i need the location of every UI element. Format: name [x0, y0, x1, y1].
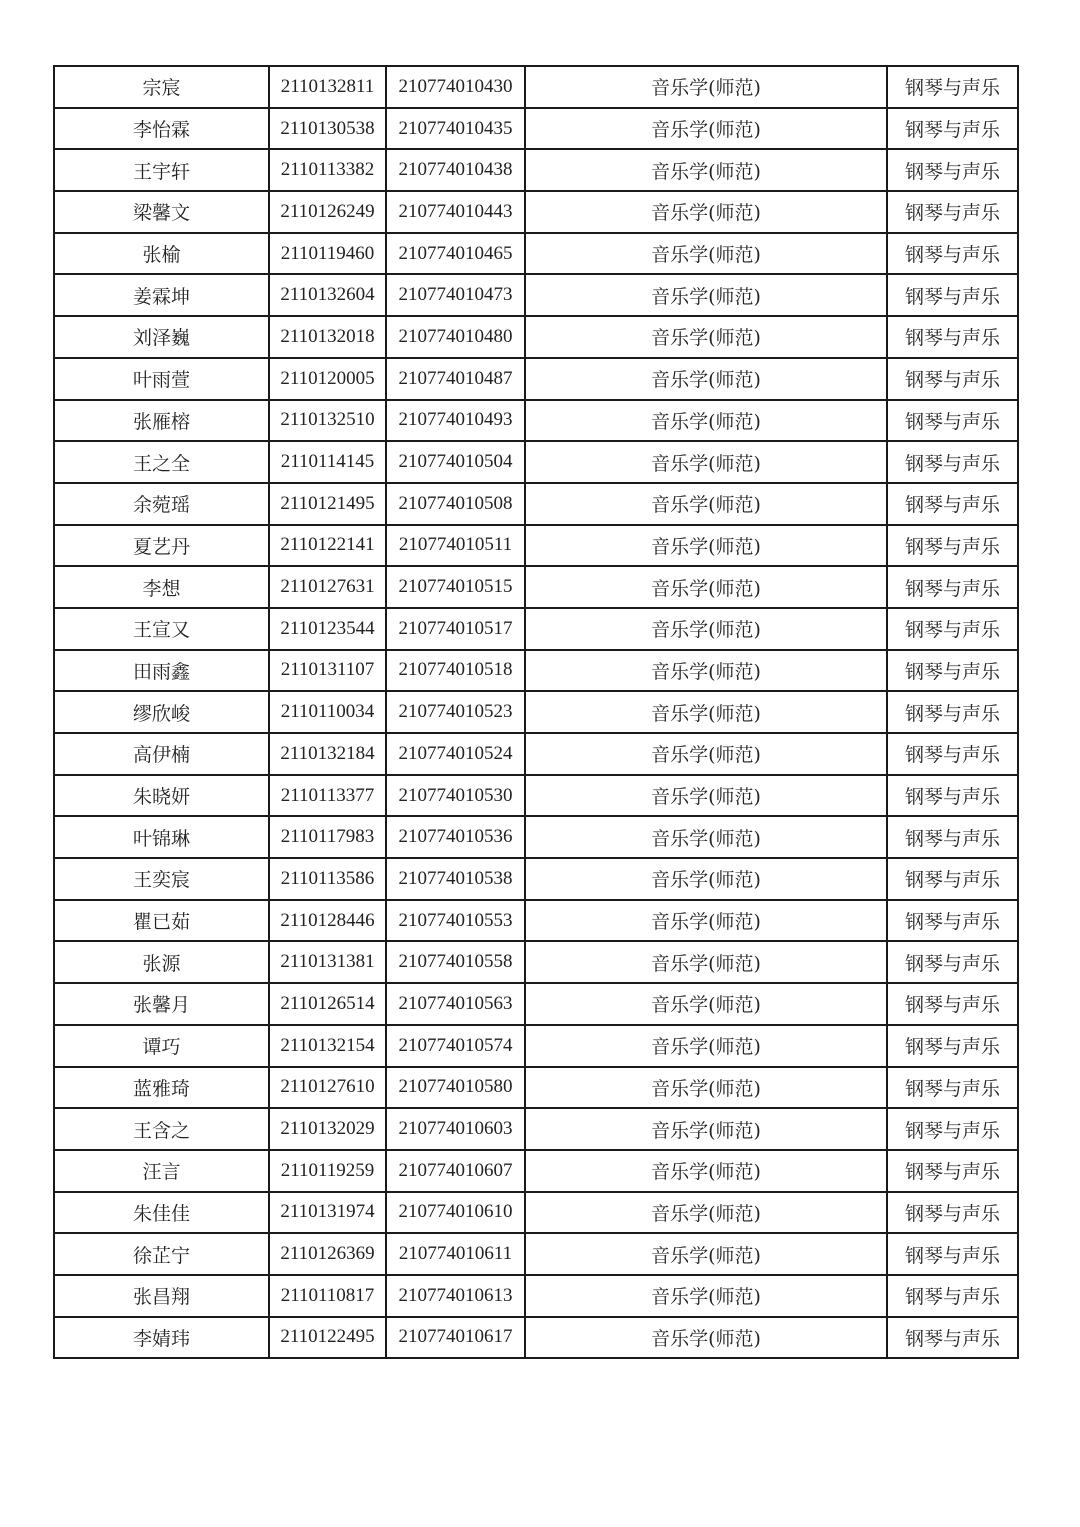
- major-cell: 音乐学(师范): [525, 66, 887, 108]
- major-cell: 音乐学(师范): [525, 441, 887, 483]
- exam-number-cell: 2110120005: [269, 358, 386, 400]
- table-row: [54, 441, 1018, 483]
- major-cell: 音乐学(师范): [525, 775, 887, 817]
- table-row: [54, 108, 1018, 150]
- major-cell: 音乐学(师范): [525, 650, 887, 692]
- registration-number-cell: 210774010536: [386, 816, 525, 858]
- major-cell: 音乐学(师范): [525, 900, 887, 942]
- major-cell: 音乐学(师范): [525, 316, 887, 358]
- exam-number-cell: 2110132604: [269, 274, 386, 316]
- student-name-cell: 朱晓妍: [54, 775, 269, 817]
- student-name-cell: 姜霖坤: [54, 274, 269, 316]
- major-cell: 音乐学(师范): [525, 1108, 887, 1150]
- direction-cell: 钢琴与声乐: [887, 1025, 1018, 1067]
- exam-number-cell: 2110110817: [269, 1275, 386, 1317]
- registration-number-cell: 210774010538: [386, 858, 525, 900]
- major-cell: 音乐学(师范): [525, 733, 887, 775]
- registration-number-cell: 210774010517: [386, 608, 525, 650]
- major-cell: 音乐学(师范): [525, 1317, 887, 1359]
- major-cell: 音乐学(师范): [525, 483, 887, 525]
- table-row: [54, 400, 1018, 442]
- direction-cell: 钢琴与声乐: [887, 941, 1018, 983]
- direction-cell: 钢琴与声乐: [887, 400, 1018, 442]
- major-cell: 音乐学(师范): [525, 1275, 887, 1317]
- registration-number-cell: 210774010574: [386, 1025, 525, 1067]
- major-cell: 音乐学(师范): [525, 608, 887, 650]
- direction-cell: 钢琴与声乐: [887, 608, 1018, 650]
- exam-number-cell: 2110126369: [269, 1233, 386, 1275]
- exam-number-cell: 2110123544: [269, 608, 386, 650]
- direction-cell: 钢琴与声乐: [887, 816, 1018, 858]
- registration-number-cell: 210774010530: [386, 775, 525, 817]
- major-cell: 音乐学(师范): [525, 983, 887, 1025]
- direction-cell: 钢琴与声乐: [887, 983, 1018, 1025]
- exam-number-cell: 2110121495: [269, 483, 386, 525]
- major-cell: 音乐学(师范): [525, 358, 887, 400]
- exam-number-cell: 2110119259: [269, 1150, 386, 1192]
- registration-number-cell: 210774010617: [386, 1317, 525, 1359]
- student-name-cell: 张馨月: [54, 983, 269, 1025]
- exam-number-cell: 2110131381: [269, 941, 386, 983]
- registration-number-cell: 210774010523: [386, 691, 525, 733]
- student-name-cell: 王之全: [54, 441, 269, 483]
- table-row: [54, 1233, 1018, 1275]
- table-row: [54, 483, 1018, 525]
- registration-number-cell: 210774010511: [386, 525, 525, 567]
- student-name-cell: 田雨鑫: [54, 650, 269, 692]
- table-row: [54, 191, 1018, 233]
- registration-number-cell: 210774010613: [386, 1275, 525, 1317]
- registration-number-cell: 210774010430: [386, 66, 525, 108]
- exam-number-cell: 2110132029: [269, 1108, 386, 1150]
- registration-number-cell: 210774010504: [386, 441, 525, 483]
- student-name-cell: 张雁榕: [54, 400, 269, 442]
- direction-cell: 钢琴与声乐: [887, 316, 1018, 358]
- major-cell: 音乐学(师范): [525, 149, 887, 191]
- table-row: [54, 858, 1018, 900]
- registration-number-cell: 210774010553: [386, 900, 525, 942]
- student-name-cell: 瞿已茹: [54, 900, 269, 942]
- registration-number-cell: 210774010524: [386, 733, 525, 775]
- direction-cell: 钢琴与声乐: [887, 691, 1018, 733]
- table-row: [54, 608, 1018, 650]
- student-name-cell: 缪欣峻: [54, 691, 269, 733]
- registration-number-cell: 210774010518: [386, 650, 525, 692]
- major-cell: 音乐学(师范): [525, 941, 887, 983]
- student-name-cell: 张榆: [54, 233, 269, 275]
- registration-number-cell: 210774010515: [386, 566, 525, 608]
- direction-cell: 钢琴与声乐: [887, 525, 1018, 567]
- table-row: [54, 775, 1018, 817]
- exam-number-cell: 2110126514: [269, 983, 386, 1025]
- exam-number-cell: 2110127631: [269, 566, 386, 608]
- table-row: [54, 733, 1018, 775]
- exam-number-cell: 2110110034: [269, 691, 386, 733]
- direction-cell: 钢琴与声乐: [887, 108, 1018, 150]
- exam-number-cell: 2110130538: [269, 108, 386, 150]
- student-name-cell: 高伊楠: [54, 733, 269, 775]
- student-name-cell: 徐芷宁: [54, 1233, 269, 1275]
- table-row: [54, 1150, 1018, 1192]
- major-cell: 音乐学(师范): [525, 108, 887, 150]
- major-cell: 音乐学(师范): [525, 191, 887, 233]
- table-row: [54, 1317, 1018, 1359]
- direction-cell: 钢琴与声乐: [887, 1233, 1018, 1275]
- exam-number-cell: 2110122141: [269, 525, 386, 567]
- direction-cell: 钢琴与声乐: [887, 1275, 1018, 1317]
- table-row: [54, 900, 1018, 942]
- direction-cell: 钢琴与声乐: [887, 775, 1018, 817]
- student-name-cell: 张源: [54, 941, 269, 983]
- registration-number-cell: 210774010603: [386, 1108, 525, 1150]
- direction-cell: 钢琴与声乐: [887, 441, 1018, 483]
- major-cell: 音乐学(师范): [525, 1192, 887, 1234]
- table-row: [54, 316, 1018, 358]
- table-row: [54, 691, 1018, 733]
- exam-number-cell: 2110117983: [269, 816, 386, 858]
- student-name-cell: 李怡霖: [54, 108, 269, 150]
- exam-number-cell: 2110113377: [269, 775, 386, 817]
- student-name-cell: 宗宸: [54, 66, 269, 108]
- direction-cell: 钢琴与声乐: [887, 66, 1018, 108]
- table-row: [54, 1108, 1018, 1150]
- exam-number-cell: 2110127610: [269, 1067, 386, 1109]
- exam-number-cell: 2110113382: [269, 149, 386, 191]
- student-name-cell: 王奕宸: [54, 858, 269, 900]
- direction-cell: 钢琴与声乐: [887, 900, 1018, 942]
- direction-cell: 钢琴与声乐: [887, 1317, 1018, 1359]
- registration-number-cell: 210774010443: [386, 191, 525, 233]
- student-name-cell: 余菀瑶: [54, 483, 269, 525]
- table-row: [54, 816, 1018, 858]
- registration-number-cell: 210774010558: [386, 941, 525, 983]
- major-cell: 音乐学(师范): [525, 1150, 887, 1192]
- direction-cell: 钢琴与声乐: [887, 858, 1018, 900]
- student-name-cell: 王含之: [54, 1108, 269, 1150]
- major-cell: 音乐学(师范): [525, 1233, 887, 1275]
- exam-number-cell: 2110132018: [269, 316, 386, 358]
- student-name-cell: 朱佳佳: [54, 1192, 269, 1234]
- direction-cell: 钢琴与声乐: [887, 1192, 1018, 1234]
- exam-number-cell: 2110131107: [269, 650, 386, 692]
- student-name-cell: 汪言: [54, 1150, 269, 1192]
- direction-cell: 钢琴与声乐: [887, 650, 1018, 692]
- exam-number-cell: 2110126249: [269, 191, 386, 233]
- exam-number-cell: 2110132510: [269, 400, 386, 442]
- student-name-cell: 谭巧: [54, 1025, 269, 1067]
- student-name-cell: 夏艺丹: [54, 525, 269, 567]
- exam-number-cell: 2110132184: [269, 733, 386, 775]
- exam-number-cell: 2110128446: [269, 900, 386, 942]
- direction-cell: 钢琴与声乐: [887, 274, 1018, 316]
- major-cell: 音乐学(师范): [525, 566, 887, 608]
- major-cell: 音乐学(师范): [525, 816, 887, 858]
- table-row: [54, 149, 1018, 191]
- table-row: [54, 1275, 1018, 1317]
- student-name-cell: 叶锦琳: [54, 816, 269, 858]
- admission-table: [53, 65, 1019, 1359]
- registration-number-cell: 210774010563: [386, 983, 525, 1025]
- registration-number-cell: 210774010610: [386, 1192, 525, 1234]
- exam-number-cell: 2110132154: [269, 1025, 386, 1067]
- direction-cell: 钢琴与声乐: [887, 1108, 1018, 1150]
- student-name-cell: 王宣又: [54, 608, 269, 650]
- exam-number-cell: 2110131974: [269, 1192, 386, 1234]
- student-name-cell: 张昌翔: [54, 1275, 269, 1317]
- student-name-cell: 叶雨萱: [54, 358, 269, 400]
- table-row: [54, 566, 1018, 608]
- major-cell: 音乐学(师范): [525, 233, 887, 275]
- exam-number-cell: 2110114145: [269, 441, 386, 483]
- table-row: [54, 525, 1018, 567]
- registration-number-cell: 210774010508: [386, 483, 525, 525]
- table-row: [54, 983, 1018, 1025]
- major-cell: 音乐学(师范): [525, 1025, 887, 1067]
- registration-number-cell: 210774010435: [386, 108, 525, 150]
- table-row: [54, 358, 1018, 400]
- admission-list-page: [53, 65, 1017, 1359]
- table-row: [54, 66, 1018, 108]
- exam-number-cell: 2110119460: [269, 233, 386, 275]
- table-row: [54, 274, 1018, 316]
- exam-number-cell: 2110113586: [269, 858, 386, 900]
- registration-number-cell: 210774010493: [386, 400, 525, 442]
- table-row: [54, 233, 1018, 275]
- student-name-cell: 刘泽巍: [54, 316, 269, 358]
- registration-number-cell: 210774010580: [386, 1067, 525, 1109]
- registration-number-cell: 210774010480: [386, 316, 525, 358]
- direction-cell: 钢琴与声乐: [887, 233, 1018, 275]
- major-cell: 音乐学(师范): [525, 1067, 887, 1109]
- direction-cell: 钢琴与声乐: [887, 358, 1018, 400]
- direction-cell: 钢琴与声乐: [887, 733, 1018, 775]
- table-row: [54, 941, 1018, 983]
- direction-cell: 钢琴与声乐: [887, 566, 1018, 608]
- major-cell: 音乐学(师范): [525, 691, 887, 733]
- exam-number-cell: 2110122495: [269, 1317, 386, 1359]
- student-name-cell: 梁馨文: [54, 191, 269, 233]
- table-row: [54, 1192, 1018, 1234]
- registration-number-cell: 210774010438: [386, 149, 525, 191]
- direction-cell: 钢琴与声乐: [887, 1067, 1018, 1109]
- table-row: [54, 1025, 1018, 1067]
- direction-cell: 钢琴与声乐: [887, 191, 1018, 233]
- exam-number-cell: 2110132811: [269, 66, 386, 108]
- table-row: [54, 650, 1018, 692]
- registration-number-cell: 210774010611: [386, 1233, 525, 1275]
- direction-cell: 钢琴与声乐: [887, 1150, 1018, 1192]
- student-name-cell: 李想: [54, 566, 269, 608]
- student-name-cell: 蓝雅琦: [54, 1067, 269, 1109]
- direction-cell: 钢琴与声乐: [887, 483, 1018, 525]
- student-name-cell: 王宇轩: [54, 149, 269, 191]
- major-cell: 音乐学(师范): [525, 858, 887, 900]
- registration-number-cell: 210774010465: [386, 233, 525, 275]
- table-body: [54, 66, 1018, 1358]
- direction-cell: 钢琴与声乐: [887, 149, 1018, 191]
- major-cell: 音乐学(师范): [525, 400, 887, 442]
- registration-number-cell: 210774010487: [386, 358, 525, 400]
- major-cell: 音乐学(师范): [525, 525, 887, 567]
- registration-number-cell: 210774010473: [386, 274, 525, 316]
- student-name-cell: 李婧玮: [54, 1317, 269, 1359]
- major-cell: 音乐学(师范): [525, 274, 887, 316]
- table-row: [54, 1067, 1018, 1109]
- registration-number-cell: 210774010607: [386, 1150, 525, 1192]
